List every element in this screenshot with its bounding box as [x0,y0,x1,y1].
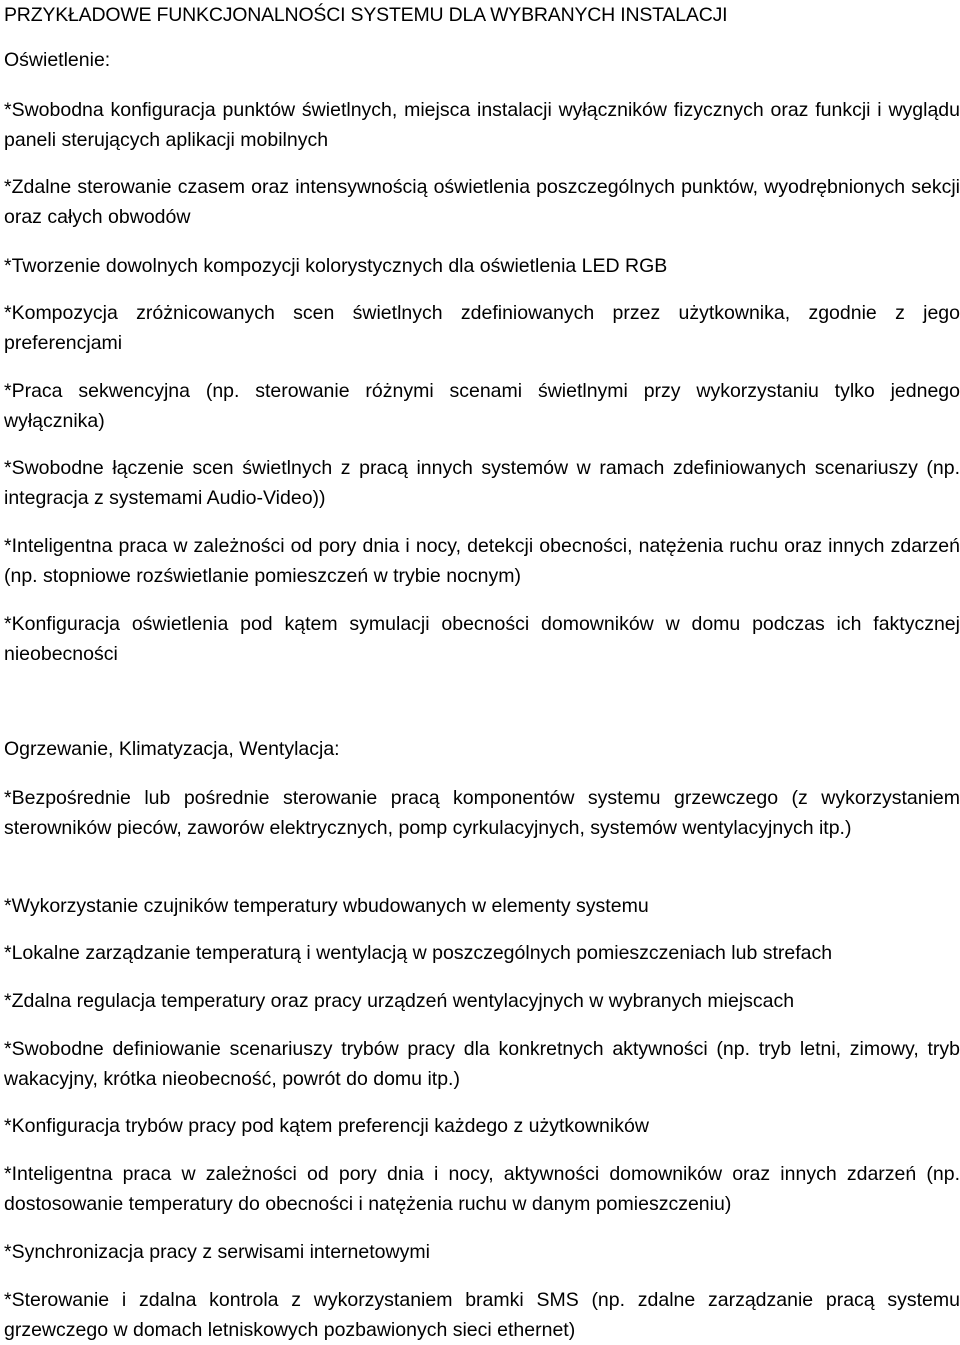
section-heading-lighting: Oświetlenie: [4,49,111,71]
hvac-item-3: *Lokalne zarządzanie temperaturą i wentylacją w poszczególnych pomieszczeniach lub strefach [4,942,833,964]
lighting-item-6: *Swobodne łączenie scen świetlnych z pracą innych systemów w ramach zdefiniowanych scenariuszy (np. integracja z systemami Audio-Video)) [4,457,960,509]
hvac-item-4: *Zdalna regulacja temperatury oraz pracy urządzeń wentylacyjnych w wybranych miejscach [4,990,795,1012]
document-title: PRZYKŁADOWE FUNKCJONALNOŚCI SYSTEMU DLA WYBRANYCH INSTALACJI [4,4,728,26]
hvac-item-6: *Konfiguracja trybów pracy pod kątem preferencji każdego z użytkowników [4,1115,649,1137]
hvac-item-7: *Inteligentna praca w zależności od pory dnia i nocy, aktywności domowników oraz innych zdarzeń (np. dostosowanie temperatury do obecności i natężenia ruchu w danym pomieszczeniu) [4,1163,960,1215]
lighting-item-2: *Zdalne sterowanie czasem oraz intensywnością oświetlenia poszczególnych punktów, wyodrębnionych sekcji oraz całych obwodów [4,176,960,228]
section-heading-hvac: Ogrzewanie, Klimatyzacja, Wentylacja: [4,738,340,760]
lighting-item-7: *Inteligentna praca w zależności od pory dnia i nocy, detekcji obecności, natężenia ruchu oraz innych zdarzeń (np. stopniowe rozświetlanie pomieszczeń w trybie nocnym) [4,535,960,587]
lighting-item-3: *Tworzenie dowolnych kompozycji kolorystycznych dla oświetlenia LED RGB [4,255,668,277]
lighting-item-4: *Kompozycja zróżnicowanych scen świetlnych zdefiniowanych przez użytkownika, zgodnie z jego preferencjami [4,302,960,354]
lighting-item-1: *Swobodna konfiguracja punktów świetlnych, miejsca instalacji wyłączników fizycznych oraz funkcji i wyglądu paneli sterujących aplikacji mobilnych [4,99,960,151]
hvac-item-9: *Sterowanie i zdalna kontrola z wykorzystaniem bramki SMS (np. zdalne zarządzanie pracą systemu grzewczego w domach letniskowych pozbawionych sieci ethernet) [4,1289,960,1341]
hvac-item-5: *Swobodne definiowanie scenariuszy trybów pracy dla konkretnych aktywności (np. tryb letni, zimowy, tryb wakacyjny, krótka nieobecność, powrót do domu itp.) [4,1038,960,1090]
lighting-item-8: *Konfiguracja oświetlenia pod kątem symulacji obecności domowników w domu podczas ich faktycznej nieobecności [4,613,960,665]
hvac-item-8: *Synchronizacja pracy z serwisami internetowymi [4,1241,430,1263]
lighting-item-5: *Praca sekwencyjna (np. sterowanie różnymi scenami świetlnymi przy wykorzystaniu tylko jednego wyłącznika) [4,380,960,432]
hvac-item-2: *Wykorzystanie czujników temperatury wbudowanych w elementy systemu [4,895,649,917]
hvac-item-1: *Bezpośrednie lub pośrednie sterowanie pracą komponentów systemu grzewczego (z wykorzystaniem sterowników pieców, zaworów elektrycznych, pomp cyrkulacyjnych, systemów wentylacyjnych itp.) [4,787,960,839]
